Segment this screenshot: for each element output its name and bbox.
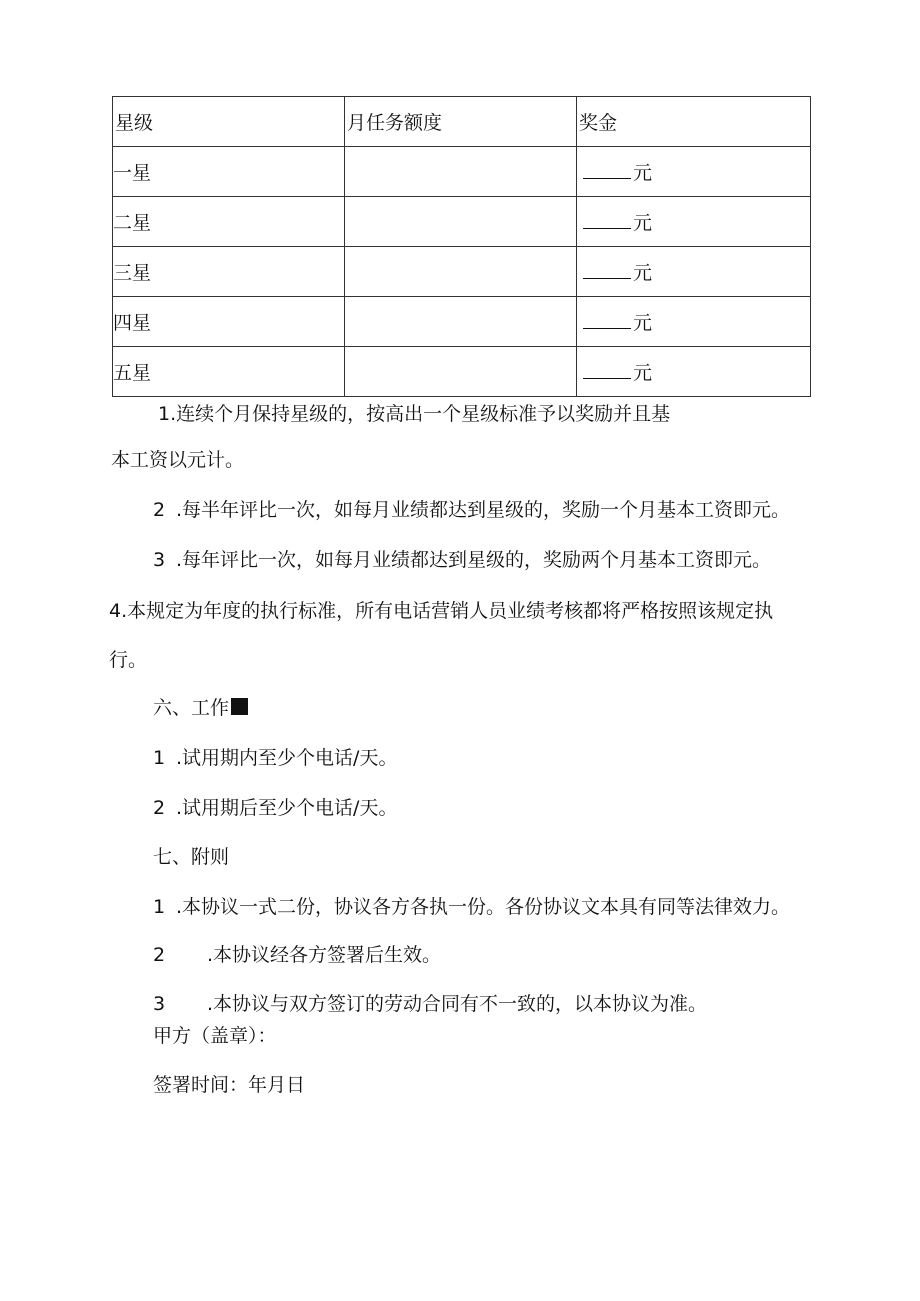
section-6-title-text: 六、工作 bbox=[153, 697, 230, 719]
rule-3 bbox=[153, 548, 771, 572]
section-7-item-2-number: 2 bbox=[153, 944, 166, 966]
section-7-title: 七、附则 bbox=[153, 846, 230, 868]
quota-cell bbox=[345, 197, 577, 247]
rule-3-number: 3 bbox=[153, 549, 166, 571]
rule-1-line-1: 1.连续个月保持星级的，按高出一个星级标准予以奖励并且基 bbox=[158, 403, 671, 425]
fill-blank bbox=[583, 212, 631, 229]
bonus-unit: 元 bbox=[633, 262, 653, 284]
table-row bbox=[113, 347, 811, 397]
table-row bbox=[113, 197, 811, 247]
section-6-item-1-text: .试用期内至少个电话/天。 bbox=[176, 747, 398, 769]
section-7-item-1 bbox=[153, 895, 790, 919]
header-bonus: 奖金 bbox=[577, 97, 811, 147]
fill-blank bbox=[583, 262, 631, 279]
bonus-cell bbox=[577, 297, 811, 347]
bonus-cell bbox=[577, 347, 811, 397]
bonus-cell bbox=[577, 147, 811, 197]
rule-2-text: .每半年评比一次，如每月业绩都达到星级的，奖励一个月基本工资即元。 bbox=[176, 499, 791, 521]
section-6-item-1-number: 1 bbox=[153, 747, 166, 769]
section-7-item-2 bbox=[153, 943, 441, 967]
bonus-cell bbox=[577, 197, 811, 247]
section-7-item-3-number: 3 bbox=[153, 993, 166, 1015]
bonus-table bbox=[112, 96, 811, 397]
table-header-row bbox=[113, 97, 811, 147]
header-level: 星级 bbox=[113, 97, 345, 147]
quota-cell bbox=[345, 247, 577, 297]
rule-2 bbox=[153, 498, 790, 522]
sign-date: 签署时间：年月日 bbox=[153, 1074, 306, 1096]
section-6-item-2 bbox=[153, 796, 397, 820]
quota-cell bbox=[345, 347, 577, 397]
level-cell: 二星 bbox=[113, 197, 345, 247]
section-6-item-2-text: .试用期后至少个电话/天。 bbox=[176, 797, 398, 819]
rule-1-line-2: 本工资以元计。 bbox=[111, 449, 245, 471]
level-cell: 五星 bbox=[113, 347, 345, 397]
level-cell: 一星 bbox=[113, 147, 345, 197]
bonus-unit: 元 bbox=[633, 212, 653, 234]
bonus-unit: 元 bbox=[633, 162, 653, 184]
fill-blank bbox=[583, 162, 631, 179]
fill-blank bbox=[583, 312, 631, 329]
bonus-unit: 元 bbox=[633, 312, 653, 334]
bonus-unit: 元 bbox=[633, 362, 653, 384]
section-6-item-1 bbox=[153, 746, 397, 770]
table-row bbox=[113, 247, 811, 297]
section-7-item-3 bbox=[153, 992, 707, 1016]
section-6-item-2-number: 2 bbox=[153, 797, 166, 819]
rule-3-text: .每年评比一次，如每月业绩都达到星级的，奖励两个月基本工资即元。 bbox=[176, 549, 772, 571]
table-row bbox=[113, 297, 811, 347]
bonus-cell bbox=[577, 247, 811, 297]
rule-4-line-2: 行。 bbox=[109, 649, 148, 671]
section-6-title bbox=[153, 696, 248, 720]
quota-cell bbox=[345, 147, 577, 197]
section-7-item-1-text: .本协议一式二份，协议各方各执一份。各份协议文本具有同等法律效力。 bbox=[176, 896, 791, 918]
black-square-icon bbox=[231, 698, 248, 715]
party-a-seal: 甲方（盖章）： bbox=[153, 1025, 277, 1047]
section-7-item-2-text: .本协议经各方签署后生效。 bbox=[207, 944, 442, 966]
quota-cell bbox=[345, 297, 577, 347]
rule-4-line-1: 4.本规定为年度的执行标准，所有电话营销人员业绩考核都将严格按照该规定执 bbox=[109, 600, 774, 622]
header-quota: 月任务额度 bbox=[345, 97, 577, 147]
section-7-item-1-number: 1 bbox=[153, 896, 166, 918]
fill-blank bbox=[583, 362, 631, 379]
level-cell: 四星 bbox=[113, 297, 345, 347]
table-row bbox=[113, 147, 811, 197]
rule-2-number: 2 bbox=[153, 499, 166, 521]
level-cell: 三星 bbox=[113, 247, 345, 297]
section-7-item-3-text: .本协议与双方签订的劳动合同有不一致的，以本协议为准。 bbox=[207, 993, 708, 1015]
